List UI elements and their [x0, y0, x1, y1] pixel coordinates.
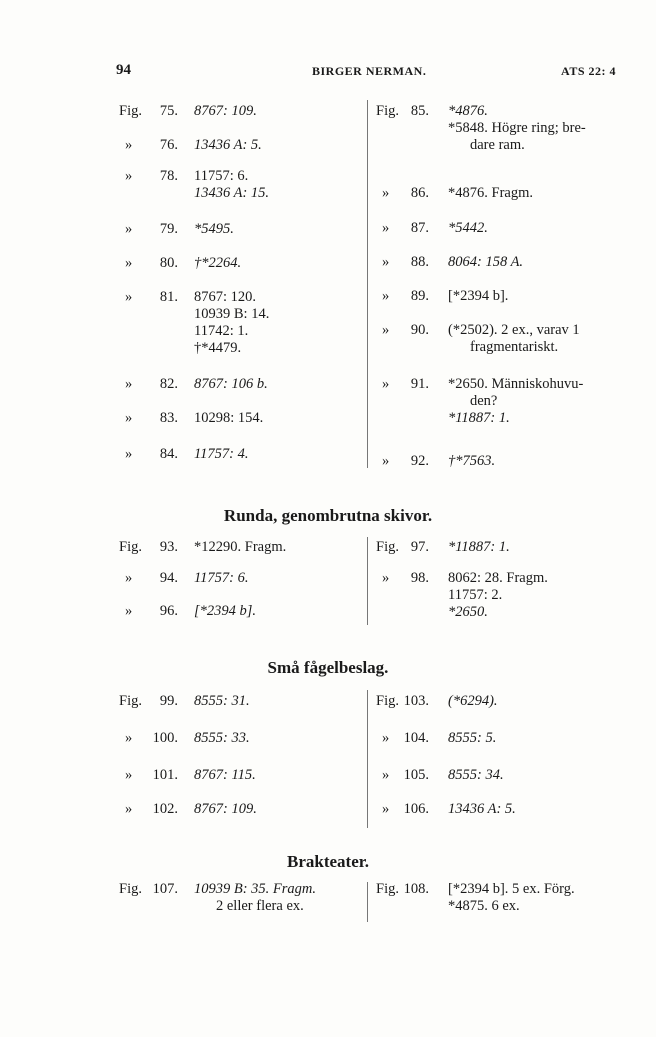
inventory-reference — [194, 801, 257, 818]
inventory-reference — [448, 881, 575, 915]
figure-label: » — [125, 289, 133, 305]
inventory-reference — [194, 255, 241, 272]
figure-label: Fig. — [376, 881, 399, 897]
reference-line: †*2264. — [194, 255, 242, 271]
inventory-reference — [194, 137, 262, 154]
inventory-reference — [194, 289, 269, 357]
figure-number: 102. — [152, 801, 178, 817]
figure-label: » — [382, 801, 390, 817]
reference-line: *11887: 1. — [448, 410, 510, 426]
reference-line: 10298: 154. — [194, 410, 264, 426]
reference-line: 10939 B: 14. — [194, 306, 270, 322]
figure-number: 108. — [403, 881, 429, 897]
figure-number: 96. — [159, 603, 178, 619]
figure-number: 107. — [152, 881, 178, 897]
reference-line: dare ram. — [470, 137, 525, 153]
column-divider — [367, 690, 368, 828]
figure-number: 82. — [159, 376, 178, 392]
figure-number: 92. — [410, 453, 429, 469]
figure-number: 101. — [152, 767, 178, 783]
figure-label: » — [125, 570, 133, 586]
inventory-reference — [448, 322, 580, 356]
reference-line: (*2502). 2 ex., varav 1 — [448, 322, 580, 338]
reference-line: 13436 A: 15. — [194, 185, 270, 201]
figure-label: Fig. — [119, 881, 142, 897]
reference-line: *4875. 6 ex. — [448, 898, 520, 914]
reference-line: *4876. Fragm. — [448, 185, 533, 201]
reference-line: 11757: 6. — [194, 168, 249, 184]
figure-number: 75. — [159, 103, 178, 119]
section-heading: Brakteater. — [287, 852, 369, 871]
inventory-reference — [448, 376, 583, 427]
inventory-reference — [448, 570, 548, 621]
reference-line: den? — [470, 393, 498, 409]
figure-number: 76. — [159, 137, 178, 153]
reference-line: 8555: 5. — [448, 730, 497, 746]
inventory-reference — [194, 570, 249, 587]
figure-number: 91. — [410, 376, 429, 392]
figure-label: Fig. — [376, 693, 399, 709]
reference-line: †*7563. — [448, 453, 496, 469]
figure-number: 97. — [410, 539, 429, 555]
figure-number: 100. — [152, 730, 178, 746]
inventory-reference — [194, 539, 286, 556]
figure-number: 81. — [159, 289, 178, 305]
figure-number: 94. — [159, 570, 178, 586]
reference-line: 11757: 2. — [448, 587, 503, 603]
reference-line: 8555: 33. — [194, 730, 250, 746]
inventory-reference — [194, 410, 263, 427]
figure-number: 93. — [159, 539, 178, 555]
figure-number: 98. — [410, 570, 429, 586]
inventory-reference — [448, 693, 498, 710]
figure-label: » — [382, 570, 390, 586]
figure-number: 86. — [410, 185, 429, 201]
reference-line: *2650. — [448, 604, 488, 620]
running-header — [116, 64, 616, 84]
figure-label: » — [125, 255, 133, 271]
series-reference: ATS 22: 4 — [561, 64, 616, 78]
reference-line: 13436 A: 5. — [194, 137, 262, 153]
section-heading: Små fågelbeslag. — [267, 658, 389, 677]
inventory-reference — [448, 767, 504, 784]
reference-line: 11757: 6. — [194, 570, 249, 586]
figure-number: 85. — [410, 103, 429, 119]
inventory-reference — [448, 288, 508, 305]
figure-label: Fig. — [119, 539, 142, 555]
figure-label: Fig. — [119, 693, 142, 709]
reference-line: 8767: 120. — [194, 289, 257, 305]
figure-label: » — [125, 446, 133, 462]
inventory-reference — [194, 881, 316, 915]
figure-number: 104. — [403, 730, 429, 746]
figure-label: » — [125, 801, 133, 817]
reference-line: [*2394 b]. — [448, 288, 509, 304]
reference-line: 2 eller flera ex. — [216, 898, 304, 914]
figure-label: Fig. — [376, 539, 399, 555]
inventory-reference — [448, 220, 488, 237]
reference-line: 11757: 4. — [194, 446, 249, 462]
figure-number: 80. — [159, 255, 178, 271]
reference-line: 8767: 109. — [194, 103, 257, 119]
section-heading: Runda, genombrutna skivor. — [223, 506, 433, 525]
reference-line: fragmentariskt. — [470, 339, 559, 355]
figure-number: 83. — [159, 410, 178, 426]
figure-number: 78. — [159, 168, 178, 184]
running-author: BIRGER NERMAN. — [312, 64, 427, 78]
reference-line: 8767: 109. — [194, 801, 257, 817]
reference-line: 13436 A: 5. — [448, 801, 516, 817]
inventory-reference — [448, 539, 510, 556]
figure-number: 106. — [403, 801, 429, 817]
figure-label: » — [125, 767, 133, 783]
inventory-reference — [194, 221, 234, 238]
reference-line: 10939 B: 35. Fragm. — [194, 881, 317, 897]
reference-line: *5495. — [194, 221, 234, 237]
reference-line: [*2394 b]. — [194, 603, 257, 619]
figure-number: 90. — [410, 322, 429, 338]
figure-number: 84. — [159, 446, 178, 462]
inventory-reference — [194, 376, 268, 393]
figure-label: » — [125, 410, 133, 426]
figure-number: 88. — [410, 254, 429, 270]
figure-label: » — [382, 453, 390, 469]
column-divider — [367, 537, 368, 625]
reference-line: *4876. — [448, 103, 488, 119]
reference-line: (*6294). — [448, 693, 498, 709]
figure-label: » — [125, 730, 133, 746]
inventory-reference — [448, 103, 586, 154]
inventory-reference — [448, 730, 496, 747]
reference-line: †*4479. — [194, 340, 242, 356]
reference-line: 8555: 34. — [448, 767, 504, 783]
reference-line: [*2394 b]. 5 ex. Förg. — [448, 881, 575, 897]
figure-label: » — [382, 220, 390, 236]
reference-line: *11887: 1. — [448, 539, 510, 555]
figure-label: Fig. — [119, 103, 142, 119]
figure-label: » — [382, 185, 390, 201]
column-divider — [367, 100, 368, 468]
reference-line: 8064: 158 A. — [448, 254, 524, 270]
inventory-reference — [194, 730, 250, 747]
inventory-reference — [448, 801, 516, 818]
inventory-reference — [448, 254, 523, 271]
figure-number: 89. — [410, 288, 429, 304]
inventory-reference — [194, 603, 256, 620]
figure-number: 103. — [403, 693, 429, 709]
inventory-reference — [194, 103, 257, 120]
figure-label: » — [382, 376, 390, 392]
figure-label: » — [125, 603, 133, 619]
reference-line: 8767: 106 b. — [194, 376, 268, 392]
figure-label: » — [125, 221, 133, 237]
figure-number: 87. — [410, 220, 429, 236]
inventory-reference — [194, 693, 250, 710]
inventory-reference — [194, 446, 249, 463]
figure-number: 99. — [159, 693, 178, 709]
figure-label: Fig. — [376, 103, 399, 119]
inventory-reference — [194, 767, 256, 784]
reference-line: *12290. Fragm. — [194, 539, 287, 555]
inventory-reference — [448, 453, 495, 470]
reference-line: 8767: 115. — [194, 767, 256, 783]
reference-line: *5848. Högre ring; bre- — [448, 120, 586, 136]
figure-label: » — [125, 168, 133, 184]
figure-number: 105. — [403, 767, 429, 783]
figure-label: » — [125, 376, 133, 392]
inventory-reference — [194, 168, 269, 202]
reference-line: 11742: 1. — [194, 323, 249, 339]
inventory-reference — [448, 185, 533, 202]
figure-label: » — [382, 730, 390, 746]
reference-line: *5442. — [448, 220, 488, 236]
figure-label: » — [382, 254, 390, 270]
figure-label: » — [125, 137, 133, 153]
figure-label: » — [382, 767, 390, 783]
figure-label: » — [382, 288, 390, 304]
reference-line: 8555: 31. — [194, 693, 250, 709]
column-divider — [367, 882, 368, 922]
page-number: 94 — [116, 62, 131, 78]
figure-number: 79. — [159, 221, 178, 237]
reference-line: *2650. Människohuvu- — [448, 376, 584, 392]
figure-label: » — [382, 322, 390, 338]
reference-line: 8062: 28. Fragm. — [448, 570, 548, 586]
